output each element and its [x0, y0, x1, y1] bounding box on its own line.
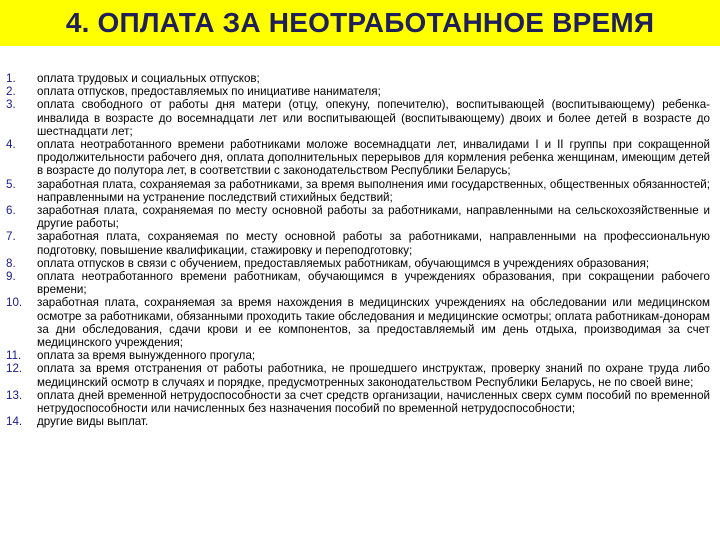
list-item	[0, 415, 720, 428]
item-text: оплата за время вынужденного прогула;	[37, 349, 256, 363]
page-title: 4. ОПЛАТА ЗА НЕОТРАБОТАННОЕ ВРЕМЯ	[65, 7, 655, 38]
list-item	[0, 138, 720, 178]
item-number: 3.	[6, 98, 16, 112]
item-number: 8.	[6, 256, 16, 270]
list-item	[0, 98, 720, 138]
list-item	[0, 296, 720, 349]
list-item	[0, 362, 720, 388]
item-text: оплата дней временной нетрудоспособности за счет средств организации, начисленных сверх сумм пособий по временной нетрудоспособности или начисленных без назначения пособий по временной нетрудоспособности;	[37, 388, 710, 416]
list-item	[0, 72, 720, 85]
list-item	[0, 85, 720, 98]
item-number: 13.	[6, 388, 23, 402]
item-number: 1.	[6, 72, 16, 85]
item-number: 12.	[6, 362, 23, 376]
list-item	[0, 230, 720, 256]
title-bar	[0, 0, 720, 46]
item-text: оплата за время отстранения от работы работника, не прошедшего инструктаж, проверку знаний по охране труда либо медицинский осмотр в случаях и порядке, предусмотренных законодательством Республики Беларусь, не по своей вине;	[37, 362, 710, 389]
list-item	[0, 349, 720, 362]
list-item	[0, 178, 720, 204]
item-number: 2.	[6, 85, 16, 99]
item-text: заработная плата, сохраняемая по месту основной работы за работниками, направленными на профессиональную подготовку, повышение квалификации, стажировку и переподготовку;	[37, 230, 710, 257]
item-text: оплата отпусков, предоставляемых по инициативе нанимателя;	[37, 85, 381, 99]
item-text: заработная плата, сохраняемая по месту основной работы за работниками, направленными на сельскохозяйственные и другие работы;	[37, 204, 710, 231]
item-number: 11.	[6, 349, 22, 363]
item-number: 4.	[6, 138, 16, 152]
item-number: 9.	[6, 270, 16, 284]
item-text: оплата неотработанного времени работникам, обучающимся в учреждениях образования, при сокращении рабочего времени;	[37, 270, 710, 297]
item-text: оплата свободного от работы дня матери (отцу, опекуну, попечителю), воспитывающей (воспитывающему) ребенка-инвалида в возрасте до восемнадцати лет или воспитывающей (воспитывающему) двоих и более детей в возрасте до шестнадцати лет;	[37, 98, 710, 138]
item-text: заработная плата, сохраняемая за время нахождения в медицинских учреждениях на обследовании или медицинском осмотре за работниками, обязанными проходить такие обследования и медицинские осмотры; оплата работникам-донорам за дни обследования, сдачи крови и ее компонентов, за предоставляемый им день отдыха, производимая за счет медицинского учреждения;	[37, 296, 710, 350]
payment-list	[0, 72, 720, 428]
list-item	[0, 204, 720, 230]
item-number: 10.	[6, 296, 23, 310]
list-item	[0, 270, 720, 296]
item-text: оплата трудовых и социальных отпусков;	[37, 72, 260, 85]
list-item	[0, 389, 720, 415]
item-number: 14.	[6, 415, 23, 429]
item-text: другие виды выплат.	[37, 415, 149, 429]
item-number: 7.	[6, 230, 16, 244]
item-text: оплата отпусков в связи с обучением, предоставляемых работникам, обучающимся в учреждениях образования;	[37, 256, 650, 270]
item-number: 6.	[6, 204, 16, 218]
item-number: 5.	[6, 177, 16, 191]
list-item	[0, 257, 720, 270]
item-text: заработная плата, сохраняемая за работниками, за время выполнения ими государственных, общественных обязанностей; направленными на устранение последствий стихийных бедствий;	[37, 177, 710, 204]
item-text: оплата неотработанного времени работниками моложе восемнадцати лет, инвалидами I и II группы при сокращенной продолжительности рабочего дня, оплата дополнительных перерывов для кормления ребенка женщинам, имеющим детей в возрасте до полутора лет, в соответствии с законодательством Республики Беларусь;	[37, 138, 710, 178]
content-area	[0, 72, 720, 538]
